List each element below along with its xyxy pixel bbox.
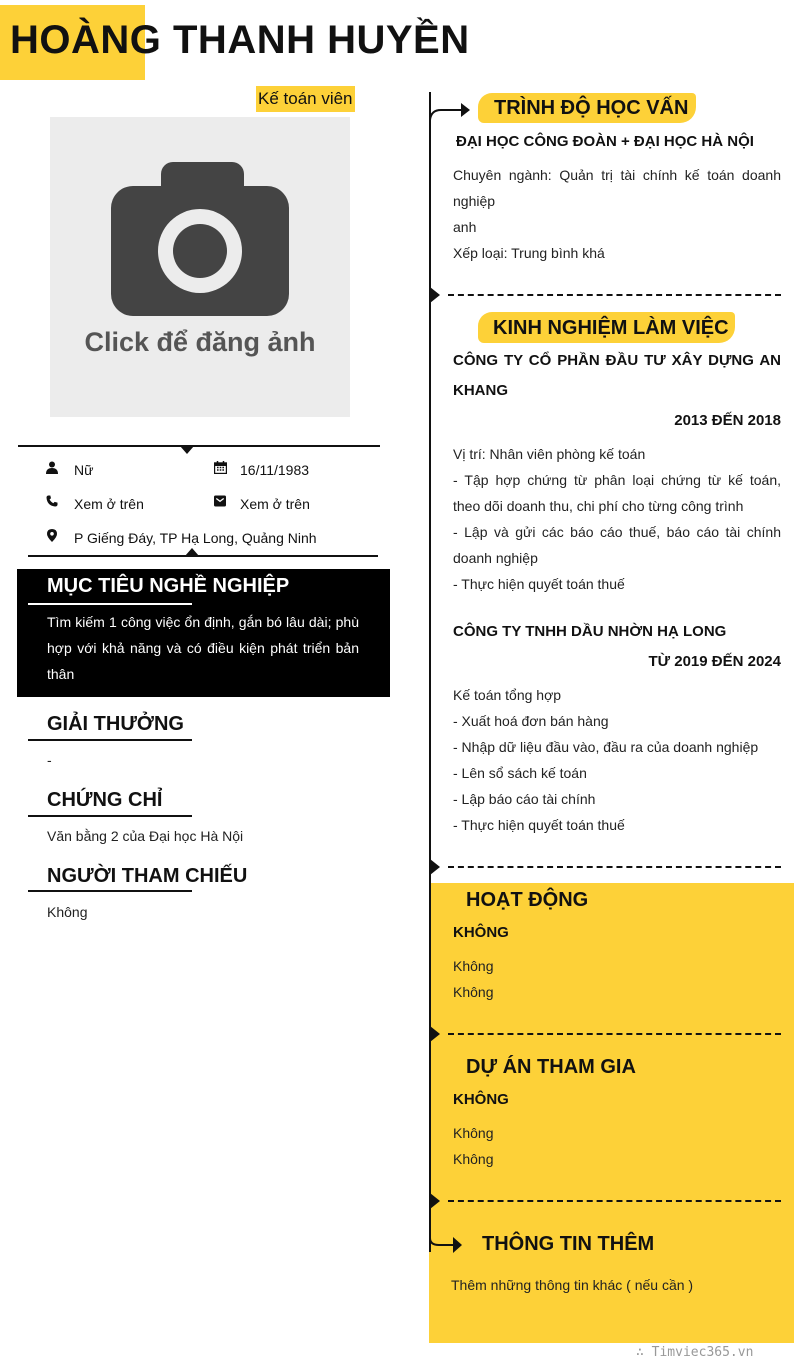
- divider: [18, 445, 380, 447]
- experience-period[interactable]: TỪ 2019 ĐẾN 2024: [648, 653, 781, 670]
- dashed-divider: [448, 294, 781, 296]
- arrow-right-icon: [429, 1228, 463, 1256]
- awards-text[interactable]: -: [47, 752, 52, 768]
- activities-sub[interactable]: KHÔNG: [453, 924, 509, 941]
- divider: [28, 555, 378, 557]
- education-major[interactable]: Chuyên ngành: Quản trị tài chính kế toán doanh nghiệp: [453, 167, 781, 209]
- activities-title: HOẠT ĐỘNG: [466, 889, 589, 911]
- experience-title: KINH NGHIỆM LÀM VIỆC: [493, 317, 729, 339]
- experience-line[interactable]: Vị trí: Nhân viên phòng kế toán: [453, 446, 646, 462]
- timeline-marker-icon: [430, 1193, 440, 1209]
- activities-line[interactable]: Không: [453, 958, 494, 974]
- extra-text[interactable]: Thêm những thông tin khác ( nếu cần ): [451, 1277, 694, 1293]
- title-underline: [28, 603, 192, 605]
- career-goal-title: MỤC TIÊU NGHỀ NGHIỆP: [47, 575, 290, 597]
- education-school[interactable]: ĐẠI HỌC CÔNG ĐOÀN + ĐẠI HỌC HÀ NỘI: [456, 133, 754, 150]
- career-goal-text[interactable]: Tìm kiếm 1 công việc ổn định, gắn bó lâu dài; phù hợp với khả năng và có điều kiện phát triển bản thân: [47, 614, 359, 682]
- email-value[interactable]: Xem ở trên: [240, 496, 310, 512]
- education-major-extra[interactable]: anh: [453, 219, 477, 235]
- activities-line[interactable]: Không: [453, 984, 494, 1000]
- timeline-line: [429, 92, 431, 1252]
- title-underline: [28, 890, 192, 892]
- address-value[interactable]: P Giếng Đáy, TP Hạ Long, Quảng Ninh: [74, 530, 317, 546]
- job-title[interactable]: Kế toán viên: [256, 86, 355, 112]
- projects-line[interactable]: Không: [453, 1151, 494, 1167]
- experience-line[interactable]: - Xuất hoá đơn bán hàng: [453, 713, 609, 729]
- timeline-marker-icon: [430, 1026, 440, 1042]
- experience-period[interactable]: 2013 ĐẾN 2018: [674, 412, 781, 429]
- timeline-marker-icon: [430, 287, 440, 303]
- projects-sub[interactable]: KHÔNG: [453, 1091, 509, 1108]
- user-icon: [45, 461, 59, 478]
- education-title: TRÌNH ĐỘ HỌC VẤN: [494, 97, 689, 119]
- experience-line[interactable]: - Tập hợp chứng từ phân loại chứng từ kế toán, theo dõi doanh thu, chi phí cho từng công trình: [453, 472, 781, 514]
- birthday-value[interactable]: 16/11/1983: [240, 462, 310, 478]
- projects-title: DỰ ÁN THAM GIA: [466, 1056, 636, 1078]
- references-title: NGƯỜI THAM CHIẾU: [47, 865, 248, 887]
- experience-line[interactable]: - Lập báo cáo tài chính: [453, 791, 596, 807]
- title-underline: [28, 739, 192, 741]
- phone-value[interactable]: Xem ở trên: [74, 496, 144, 512]
- map-marker-icon: [45, 529, 59, 546]
- certificates-title: CHỨNG CHỈ: [47, 789, 163, 811]
- gender-value[interactable]: Nữ: [74, 462, 94, 478]
- projects-line[interactable]: Không: [453, 1125, 494, 1141]
- experience-line[interactable]: - Lập và gửi các báo cáo thuế, báo cáo tài chính doanh nghiệp: [453, 524, 781, 566]
- experience-line[interactable]: Kế toán tổng hợp: [453, 687, 562, 703]
- photo-upload-caption: Click để đăng ảnh: [84, 327, 316, 357]
- education-grade[interactable]: Xếp loại: Trung bình khá: [453, 245, 605, 261]
- experience-line[interactable]: - Thực hiện quyết toán thuế: [453, 817, 625, 833]
- experience-line[interactable]: - Thực hiện quyết toán thuế: [453, 576, 625, 592]
- dashed-divider: [448, 866, 781, 868]
- awards-title: GIẢI THƯỞNG: [47, 713, 184, 735]
- references-text[interactable]: Không: [47, 904, 88, 920]
- phone-icon: [45, 495, 59, 511]
- title-underline: [28, 815, 192, 817]
- experience-company[interactable]: CÔNG TY TNHH DẦU NHỜN HẠ LONG: [453, 623, 727, 640]
- divider-arrow-icon: [180, 446, 194, 454]
- calendar-icon: [213, 461, 227, 478]
- photo-upload[interactable]: [50, 117, 350, 417]
- certificates-text[interactable]: Văn bằng 2 của Đại học Hà Nội: [47, 828, 244, 844]
- email-icon: [213, 495, 227, 511]
- candidate-name: HOÀNG THANH HUYỀN: [10, 18, 470, 62]
- experience-line[interactable]: - Lên sổ sách kế toán: [453, 765, 587, 781]
- experience-company[interactable]: CÔNG TY CỔ PHẦN ĐẦU TƯ XÂY DỰNG AN KHANG: [453, 352, 781, 399]
- experience-line[interactable]: - Nhập dữ liệu đầu vào, đầu ra của doanh nghiệp: [453, 739, 759, 755]
- dashed-divider: [448, 1200, 781, 1202]
- timeline-marker-icon: [430, 859, 440, 875]
- arrow-right-icon: [429, 100, 471, 122]
- dashed-divider: [448, 1033, 781, 1035]
- watermark: ∴ Timviec365.vn: [636, 1345, 754, 1360]
- extra-title: THÔNG TIN THÊM: [482, 1233, 655, 1255]
